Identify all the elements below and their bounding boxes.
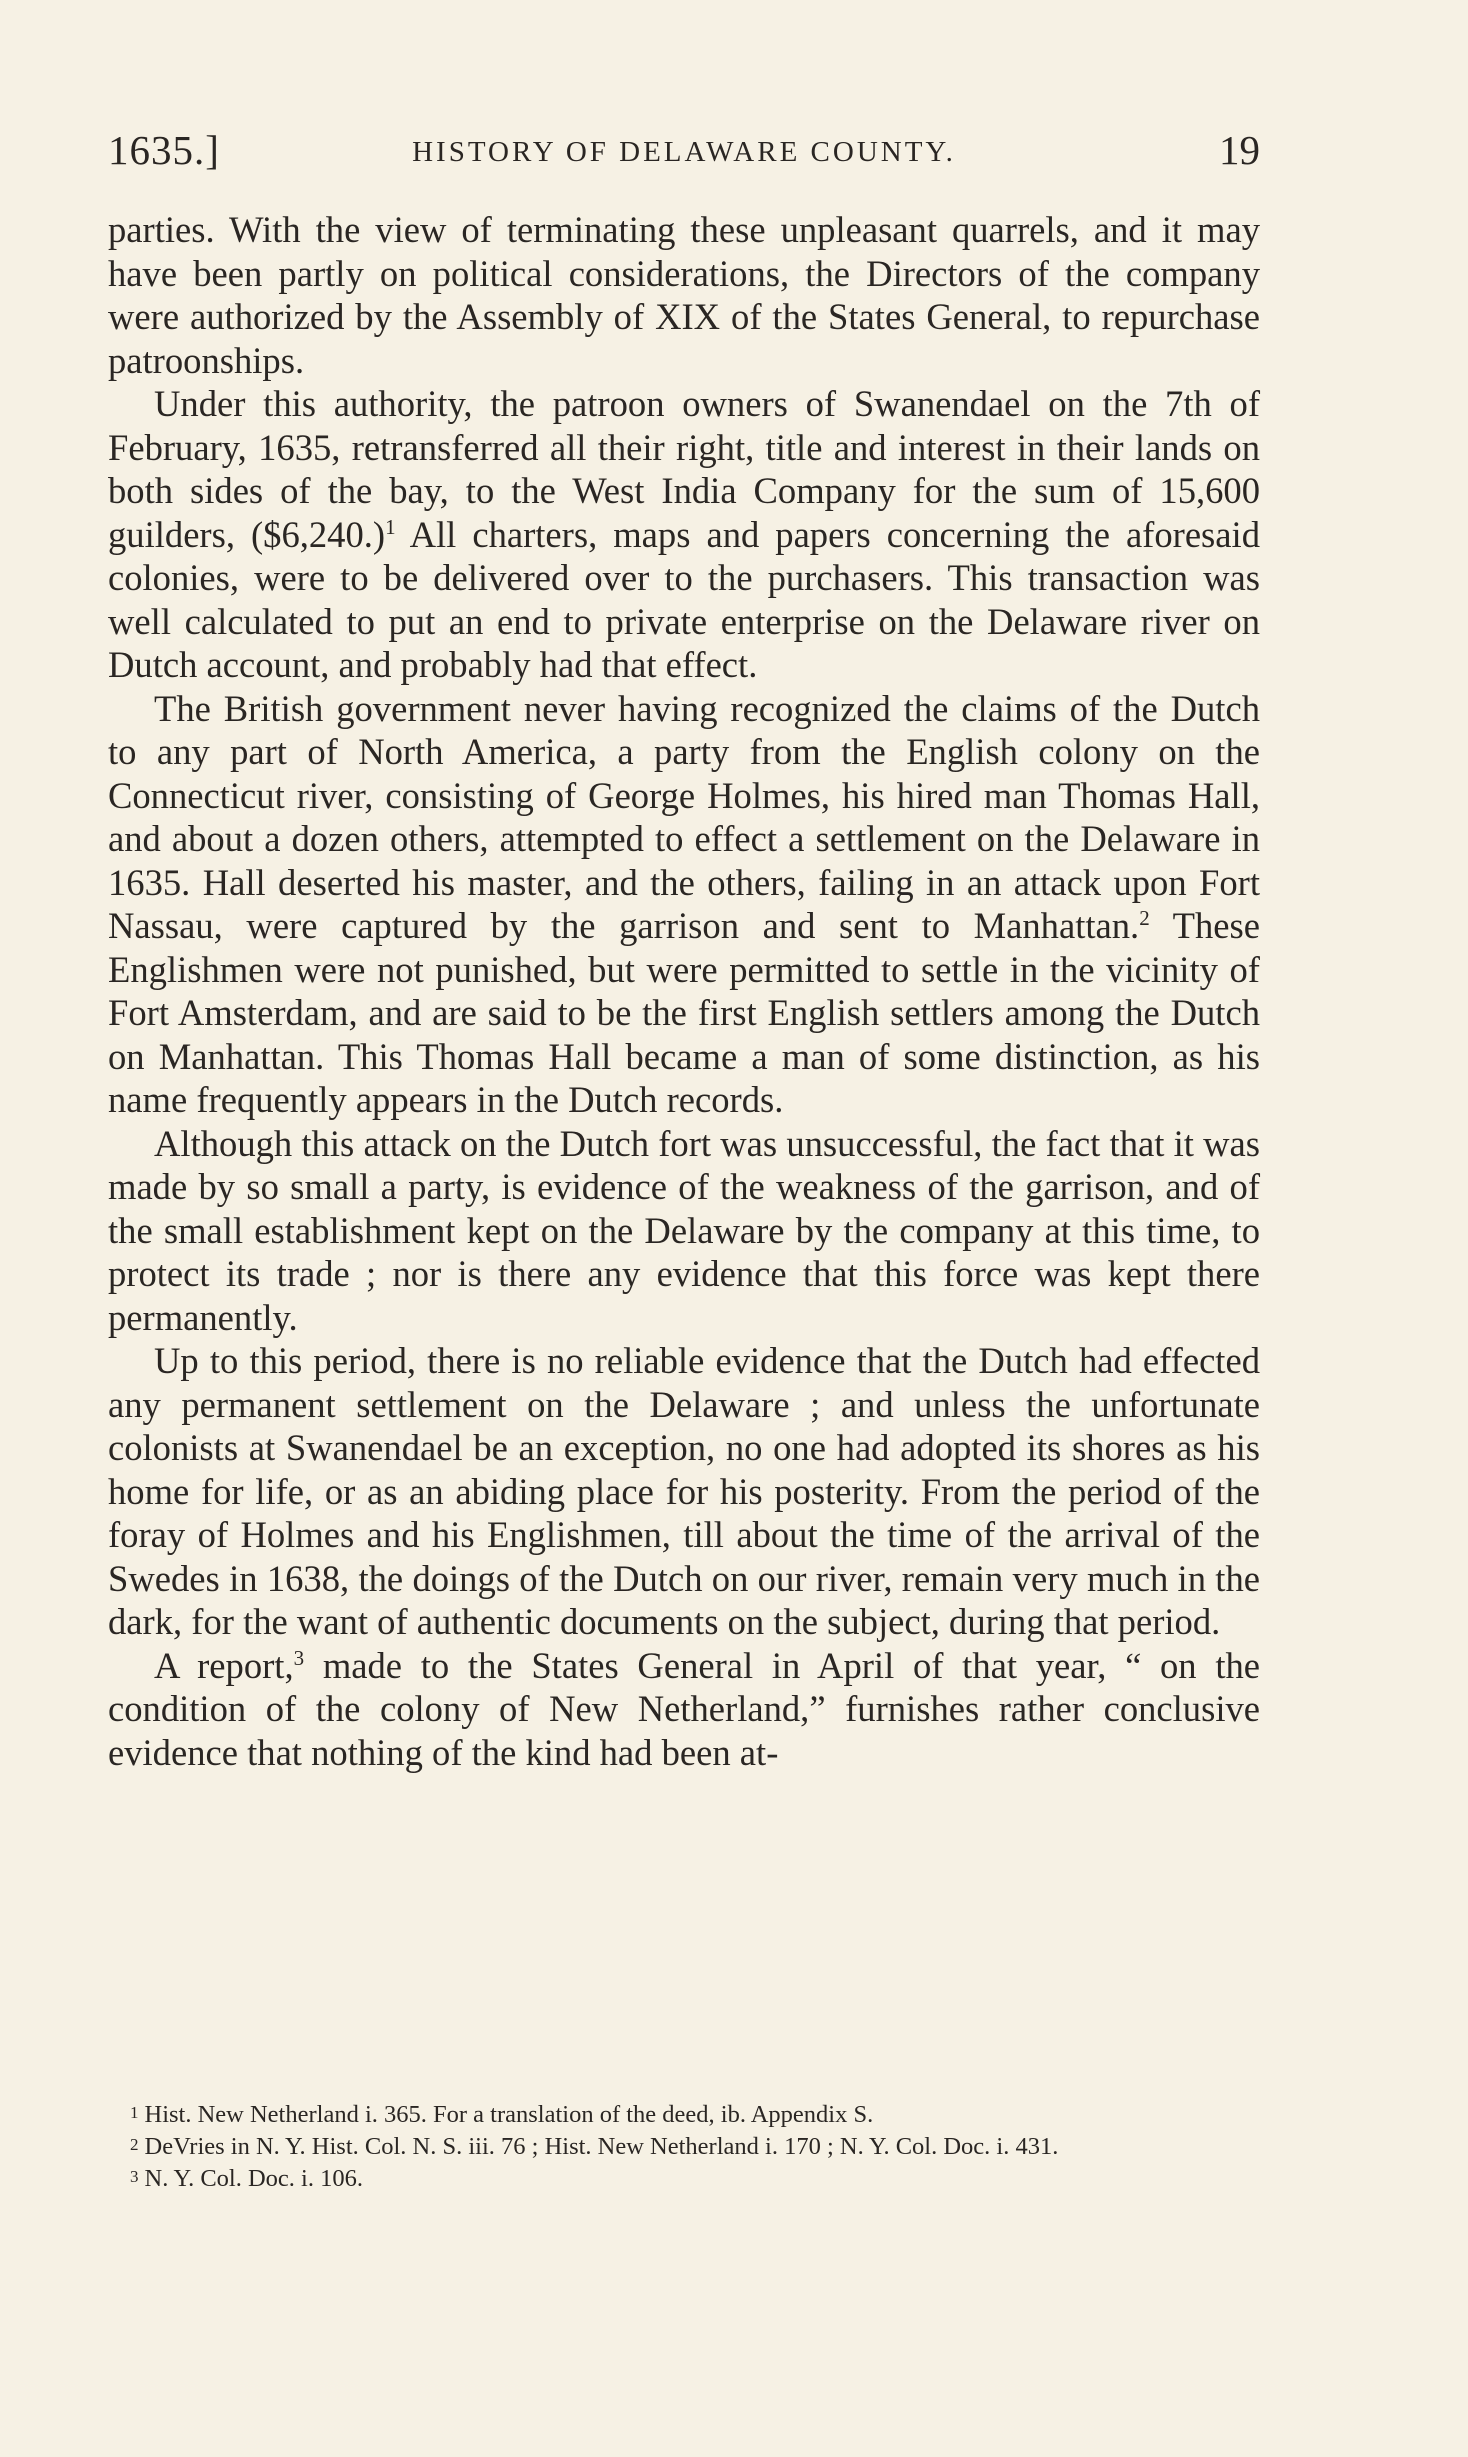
paragraph [108,1122,1260,1340]
footnote-text: DeVries in N. Y. Hist. Col. N. S. iii. 76 ; Hist. New Netherland i. 170 ; N. Y. Col. Doc. i. 431. [144,2133,1059,2160]
footnotes [108,2098,1260,2194]
paragraph-text: These Englishmen were not punished, but were permitted to settle in the vicinity of Fort Amsterdam, and are said to be the first English settlers among the Dutch on Manhattan. This Thomas Hall became a man of some distinction, as his name frequently appears in the Dutch records. [108,905,1260,1120]
running-head [108,110,1260,173]
footnote-text: N. Y. Col. Doc. i. 106. [144,2165,363,2192]
paragraph [108,208,1260,382]
paragraph-text: Although this attack on the Dutch fort was unsuccessful, the fact that it was made by so small a party, is evidence of the weakness of the garrison, and of the small establishment kept on the Delaware by the company at this time, to protect its trade ; nor is there any evidence that this force was kept there permanently. [108,1122,1260,1338]
paragraph-text: The British government never having recognized the claims of the Dutch to any part of North America, a party from the English colony on the Connecticut river, consisting of George Holmes, his hired man Thomas Hall, and about a dozen others, attempted to effect a settlement on the Delaware in 1635. Hall deserted his master, and the others, failing in an attack upon Fort Nassau, were captured by the garrison and sent to Manhattan. [108,687,1260,946]
paragraph [108,1644,1260,1775]
footnote [108,2130,1260,2162]
footnote-number: 2 [130,2135,139,2154]
footnote-ref: 1 [385,514,396,539]
paragraph-text: made to the States General in April of that year, “ on the condition of the colony of New Netherland,” furnishes rather conclusive evidence that nothing of the kind had been at- [108,1644,1261,1773]
book-page [108,110,1260,2370]
body-text [108,208,1260,1774]
footnote [108,2098,1260,2130]
paragraph-text: A report, [154,1644,294,1686]
footnote-text: Hist. New Netherland i. 365. For a translation of the deed, ib. Appendix S. [144,2101,874,2128]
paragraph-text: All charters, maps and papers concerning the aforesaid colonies, were to be delivered over to the purchasers. This transaction was well calculated to put an end to private enterprise on the Delaware river on Dutch account, and probably had that effect. [108,513,1260,685]
paragraph-text: parties. With the view of terminating these unpleasant quarrels, and it may have been partly on political considerations, the Directors of the company were authorized by the Assembly of XIX of the States General, to repurchase patroonships. [108,209,1260,381]
footnote-ref: 3 [293,1645,305,1670]
footnote-number: 1 [130,2103,139,2122]
footnote [108,2162,1260,2194]
footnote-ref: 2 [1139,906,1150,930]
paragraph-text: Up to this period, there is no reliable evidence that the Dutch had effected any permanent settlement on the Delaware ; and unless the unfortunate colonists at Swanendael be an exception, no one had adopted its shores as his home for life, or as an abiding place for his posterity. From the period of the foray of Holmes and his Englishmen, till about the time of the arrival of the Swedes in 1638, the doings of the Dutch on our river, remain very much in the dark, for the want of authentic documents on the subject, during that period. [108,1340,1260,1642]
header-year: 1635.] [108,127,220,173]
paragraph [108,382,1260,687]
header-title: HISTORY OF DELAWARE COUNTY. [412,136,956,168]
paragraph [108,687,1260,1122]
paragraph-text: Under this authority, the patroon owners of Swanendael on the 7th of February, 1635, retransferred all their right, title and interest in their lands on both sides of the bay, to the West India Company for the sum of 15,600 guilders, ($6,240.) [108,383,1260,555]
footnote-number: 3 [130,2167,139,2186]
paragraph [108,1339,1260,1644]
page-number: 19 [1219,127,1260,173]
